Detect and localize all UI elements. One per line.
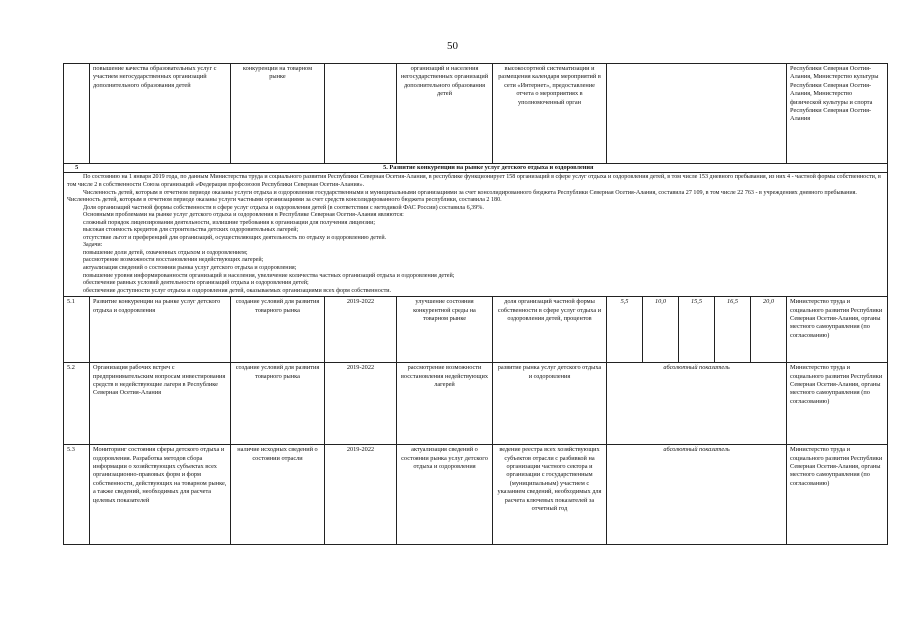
page-number: 50: [447, 40, 458, 52]
measures-table-sheet: [63, 63, 887, 545]
cell-measure: Организация рабочих встреч с предпринимательским вопросам инвестирования средств в недействующие лагеря в Республике Северная Осетия-Алания: [90, 363, 231, 445]
cell-problem: конкуренции на товарном рынке: [231, 64, 325, 164]
cell-measure: Развитие конкуренции на рынке услуг детского отдыха и оздоровления: [90, 297, 231, 363]
cell-problem: наличие исходных сведений о состоянии отрасли: [231, 445, 325, 545]
cell-responsible: Министерство труда и социального развития Республики Северная Осетия-Алания, органы местного самоуправления (по согласованию): [787, 363, 888, 445]
cell-problem: создание условий для развития товарного рынка: [231, 297, 325, 363]
cell-period: 2019-2022: [325, 363, 397, 445]
table-row-continuation: [64, 64, 888, 164]
cell-result: актуализация сведений о состоянии рынка услуг детского отдыха и оздоровления: [397, 445, 493, 545]
cell-values-empty: [607, 64, 787, 164]
cell-indicator: развитие рынка услуг детского отдыха и оздоровления: [493, 363, 607, 445]
intro-paragraph: отсутствие льгот и преференций для организаций, осуществляющих деятельность по отдыху и оздоровлению детей.: [83, 234, 387, 241]
cell-values-note: абсолютный показатель: [607, 363, 787, 445]
intro-paragraph: обеспечение равных условий деятельности организаций отдыха и оздоровления детей;: [83, 280, 309, 287]
section-intro: [64, 173, 888, 297]
cell-indicator: ведение реестра всех хозяйствующих субъектов отрасли с разбивкой на организации частного сектора и организации с государственным (муниципальным) участием с указанием сведений, необходимых для расчета ключевых показателей за отчетный год: [493, 445, 607, 545]
cell-value-2022: 20,0: [751, 297, 787, 363]
cell-result: рассмотрение возможности восстановления недействующих лагерей: [397, 363, 493, 445]
cell-value-2019: 10,0: [643, 297, 679, 363]
table-row: [64, 297, 888, 363]
cell-indicator: высокосортной систематизации и размещения календаря мероприятий в сети «Интернет», предоставление отчета о мероприятиях в уполномоченный орган: [493, 64, 607, 164]
cell-num-empty: [64, 64, 90, 164]
cell-problem: создание условий для развития товарного рынка: [231, 363, 325, 445]
cell-result: улучшение состояния конкурентной среды на товарном рынке: [397, 297, 493, 363]
intro-paragraph: обеспечение доступности услуг отдыха и оздоровления детей, оказываемых организациями всех форм собственности.: [83, 287, 392, 294]
intro-paragraph: повышение уровня информированности организаций и населения, увеличение количества частных организаций отдыха и оздоровления детей;: [83, 272, 455, 279]
row-number: 5.1: [64, 297, 90, 363]
intro-paragraph: рассмотрение возможности восстановления недействующих лагерей;: [83, 257, 264, 264]
cell-values-note: абсолютный показатель: [607, 445, 787, 545]
cell-period: [325, 64, 397, 164]
cell-value-2018: 5,5: [607, 297, 643, 363]
intro-paragraph: сложный порядок лицензирования деятельности, излишние требования к организации для получения лицензии;: [83, 219, 376, 226]
section-intro-row: [64, 173, 888, 297]
cell-indicator: доля организаций частной формы собственности в сфере услуг отдыха и оздоровления детей, процентов: [493, 297, 607, 363]
section-title: 5. Развитие конкуренции на рынке услуг детского отдыха и оздоровления: [90, 164, 888, 173]
intro-paragraph: актуализация сведений о состоянии рынка услуг детского отдыха и оздоровления;: [83, 264, 297, 271]
intro-paragraph: Основными проблемами на рынке услуг детского отдыха и оздоровления в Республике Северная Осетия-Алания являются:: [83, 212, 404, 219]
intro-paragraph: высокая стоимость кредитов для строительства детских оздоровительных лагерей;: [83, 227, 299, 234]
intro-paragraph: Доля организаций частной формы собственности в сфере услуг отдыха и оздоровления детей (в соответствии с методикой ФАС России) составила 6,39%.: [83, 204, 484, 211]
cell-responsible: Министерство труда и социального развития Республики Северная Осетия-Алания, органы местного самоуправления (по согласованию): [787, 445, 888, 545]
section-number: 5: [64, 164, 90, 173]
cell-result: организаций и населения негосударственных организаций дополнительного образования детей: [397, 64, 493, 164]
cell-period: 2019-2022: [325, 297, 397, 363]
cell-value-2021: 16,5: [715, 297, 751, 363]
section-header-row: [64, 164, 888, 173]
cell-period: 2019-2022: [325, 445, 397, 545]
cell-measure: Мониторинг состояния сферы детского отдыха и оздоровления. Разработка методов сбора информации о хозяйствующих субъектах всех организационно-правовых форм и форм собственности, действующих на товарном рынке, а также сведений, необходимых для расчета целевых показателей: [90, 445, 231, 545]
table-row: [64, 445, 888, 545]
cell-value-2020: 15,5: [679, 297, 715, 363]
row-number: 5.3: [64, 445, 90, 545]
intro-paragraph: повышение доли детей, охваченных отдыхом и оздоровлением;: [83, 249, 248, 256]
cell-measure: повышение качества образовательных услуг с участием негосударственных организаций дополнительного образования детей: [90, 64, 231, 164]
row-number: 5.2: [64, 363, 90, 445]
intro-paragraph: Задачи:: [83, 242, 103, 249]
cell-responsible: Министерство труда и социального развития Республики Северная Осетия-Алания, органы местного самоуправления (по согласованию): [787, 297, 888, 363]
cell-responsible: Республики Северная Осетия-Алания, Министерство культуры Республики Северная Осетия-Алания, Министерство физической культуры и спорта Республики Северная Осетия-Алания: [787, 64, 888, 164]
measures-table: [63, 63, 888, 545]
table-row: [64, 363, 888, 445]
intro-paragraph: По состоянию на 1 января 2019 года, по данным Министерства труда и социального развития Республики Северная Осетия-Алания, в республике функционирует 158 организаций в сфере услуг отдыха и оздоровления детей, в том числе 153 дневного пребывания, из них 4 - частной формы собственности, в том числе 2 в собственности Союза организаций «Федерация профсоюзов Республики Северная Осетия-Алания».: [67, 174, 881, 188]
intro-paragraph: Численность детей, которым в отчетном периоде оказаны услуги отдыха и оздоровления государственными и муниципальными организациями за счет консолидированного бюджета Республики Северная Осетия-Алания, составила 27 109, в том числе 22 763 - в учреждениях дневного пребывания. Численность детей, которым в отчетном периоде оказаны услуги частными организациями за счет средств консолидированного бюджета республики, составила 2 180.: [67, 189, 857, 204]
